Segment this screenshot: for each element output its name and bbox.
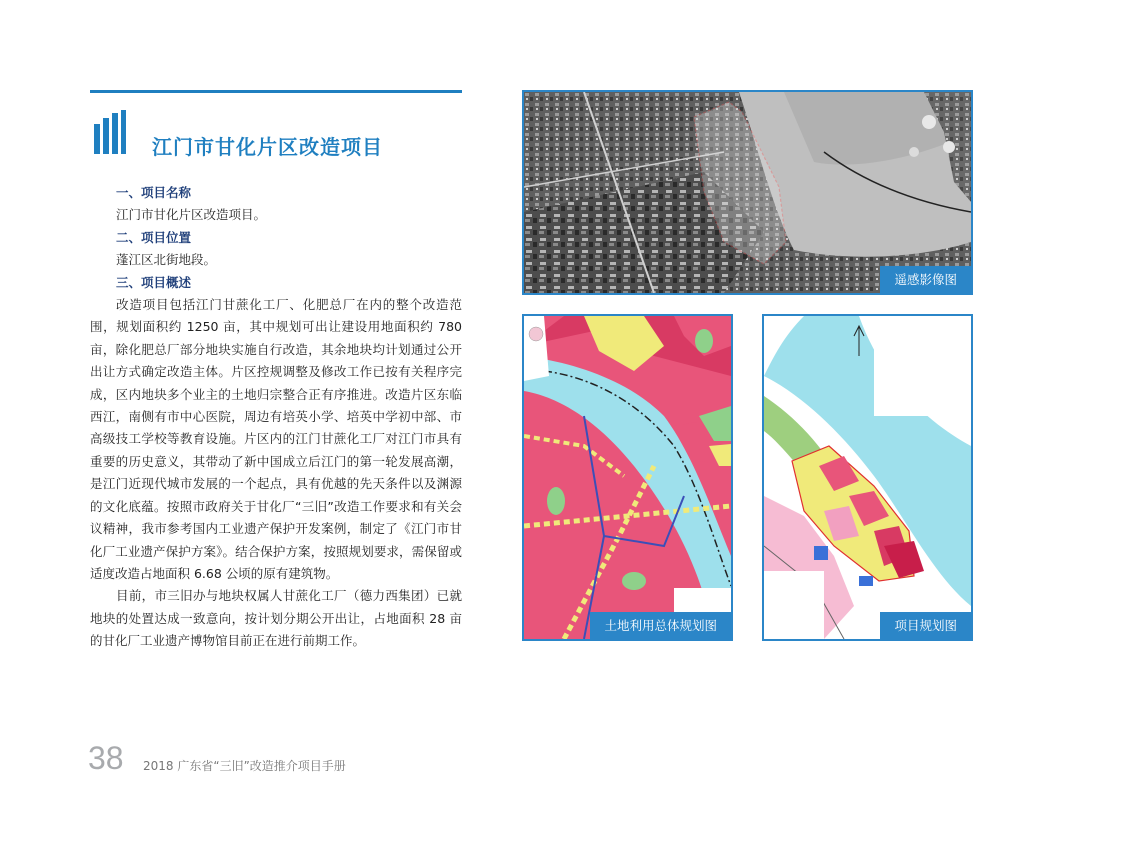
landuse-plan-map [524, 316, 731, 639]
satellite-image-figure [522, 90, 973, 295]
overview-paragraph-2: 目前，市三旧办与地块权属人甘蔗化工厂（德力西集团）已就地块的处置达成一致意向，按计划分期公开出让，占地面积 28 亩的甘化厂工业遗产博物馆目前正在进行前期工作。 [90, 588, 462, 649]
satellite-image [524, 92, 971, 293]
project-plan-map [764, 316, 971, 639]
satellite-caption: 遥感影像图 [880, 266, 971, 293]
project-plan-figure [762, 314, 973, 641]
footer-text: 2018 广东省“三旧”改造推介项目手册 [143, 759, 346, 773]
content-body [90, 182, 462, 653]
landuse-caption: 土地利用总体规划图 [590, 612, 731, 639]
section-heading-overview: 三、项目概述 [116, 274, 192, 290]
page-number: 38 [88, 740, 124, 776]
page-title: 江门市甘化片区改造项目 [152, 135, 383, 159]
top-rule [90, 90, 462, 93]
landuse-plan-figure [522, 314, 733, 641]
section-text-name: 江门市甘化片区改造项目。 [116, 207, 267, 223]
section-heading-location: 二、项目位置 [116, 229, 192, 245]
section-text-location: 蓬江区北街地段。 [116, 252, 217, 268]
section-heading-name: 一、项目名称 [116, 185, 192, 200]
project-caption: 项目规划图 [880, 612, 971, 639]
bars-logo-icon [94, 110, 126, 154]
overview-paragraph-1: 改造项目包括江门甘蔗化工厂、化肥总厂在内的整个改造范围，规划面积约 1250 亩，其中规划可出让建设用地面积约 780 亩，除化肥总厂部分地块实施自行改造，其余地块均计划通过公开出让方式确定改造主体。片区控规调整及修改工作已按有关程序完成，区内地块多个业主的土地归宗整合正有序推进。改造片区东临西江，南侧有市中心医院，周边有培英小学、培英中学初中部、市高级技工学校等教育设施。片区内的江门甘蔗化工厂对江门市具有重要的历史意义，其带动了新中国成立后江门的第一轮发展高潮，是江门近现代城市发展的一个起点，具有优越的先天条件以及渊源的文化底蕴。按照市政府关于甘化厂“三旧”改造工作要求和有关会议精神，我市参考国内工业遗产保护开发案例，制定了《江门市甘化厂工业遗产保护方案》。结合保护方案，按照规划要求，需保留或适度改造占地面积 6.68 公顷的原有建筑物。 [90, 297, 462, 581]
